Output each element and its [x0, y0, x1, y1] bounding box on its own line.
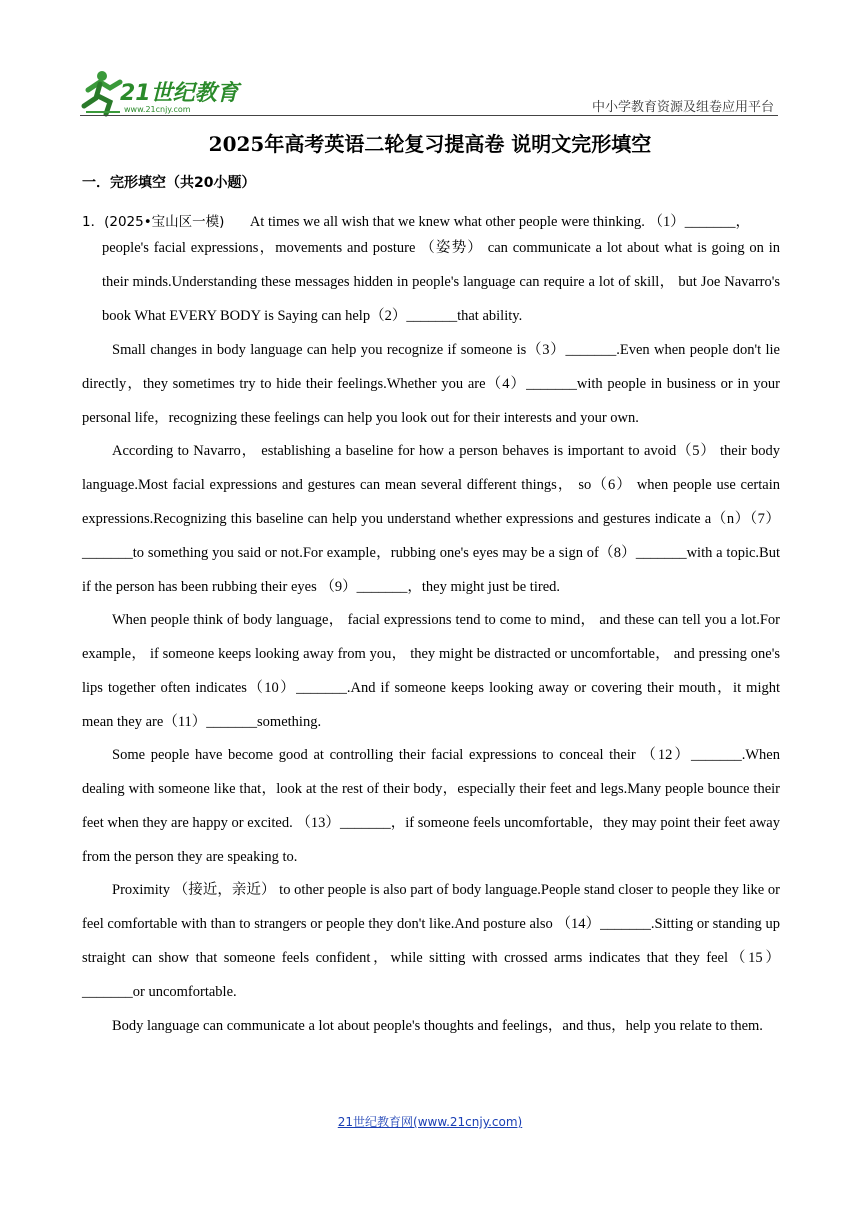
question-first-line: At times we all wish that we knew what other people were thinking. （1）_______， — [249, 214, 750, 230]
logo-subtext: www.21cnjy.com — [124, 105, 191, 114]
passage-paragraph-1: Small changes in body language can help you recognize if someone is（3）_______.Even when people don't lie directly，they sometimes try to hide their feelings.Whether you are（4）_______with people in business or in your personal life，recognizing these feelings can help you look out for their interests and your own. — [82, 342, 780, 426]
logo-text: 21世纪教育 — [120, 81, 239, 106]
page-header — [0, 0, 860, 120]
site-logo[interactable] — [80, 68, 260, 118]
header-divider — [80, 115, 778, 116]
platform-label: 中小学教育资源及组卷应用平台 — [591, 100, 774, 115]
passage-paragraph-3: When people think of body language， facial expressions tend to come to mind， and these can tell you a lot.For example， if someone keeps looking away from you， they might be distracted or uncomfortable， and pressing one's lips together often indicates（10）_______.And if someone keeps looking away or covering their mouth，it might mean they are（11）_______something. — [82, 612, 780, 730]
footer-link[interactable]: 21世纪教育网(www.21cnjy.com) — [337, 1115, 523, 1129]
passage-paragraph-2: According to Navarro， establishing a baseline for how a person behaves is important to avoid（5） their body language.Most facial expressions and gestures can mean several different things， so（6） when people use certain expressions.Recognizing this baseline can help you understand whether expressions and gestures indicate a（n）（7）_______to something you said or not.For example，rubbing one's eyes may be a sign of（8）_______with a topic.But if the person has been rubbing their eyes （9）_______，they might just be tired. — [82, 443, 780, 595]
runner-logo-icon — [80, 68, 260, 118]
question-number: 1．(2025•宝山区一模) — [82, 214, 225, 230]
page-title: 2025年高考英语二轮复习提高卷 说明文完形填空 — [208, 132, 652, 156]
section-heading: 一．完形填空（共20小题） — [82, 175, 256, 191]
passage-paragraph-6: Body language can communicate a lot about people's thoughts and feelings，and thus，help you relate to them. — [112, 1018, 763, 1034]
passage-paragraph-4: Some people have become good at controlling their facial expressions to conceal their （12）_______.When dealing with someone like that，look at the rest of their body，especially their feet and legs.Many people bounce their feet when they are happy or excited. （13）_______，if someone feels uncomfortable，they may point their feet away from the person they are speaking to. — [82, 747, 780, 865]
question-paragraph: people's facial expressions，movements and posture （姿势） can communicate a lot about what is going on in their minds.Understanding these messages hidden in people's language can require a lot of skill， but Joe Navarro's book What EVERY BODY is Saying can help（2）_______that ability. — [102, 240, 780, 324]
passage-paragraph-5: Proximity （接近，亲近） to other people is also part of body language.People stand closer to people they like or feel comfortable with than to strangers or people they don't like.And posture also （14）_______.Sitting or standing up straight can show that someone feels confident，while sitting with crossed arms indicates that they feel（15）_______or uncomfortable. — [82, 882, 780, 1000]
